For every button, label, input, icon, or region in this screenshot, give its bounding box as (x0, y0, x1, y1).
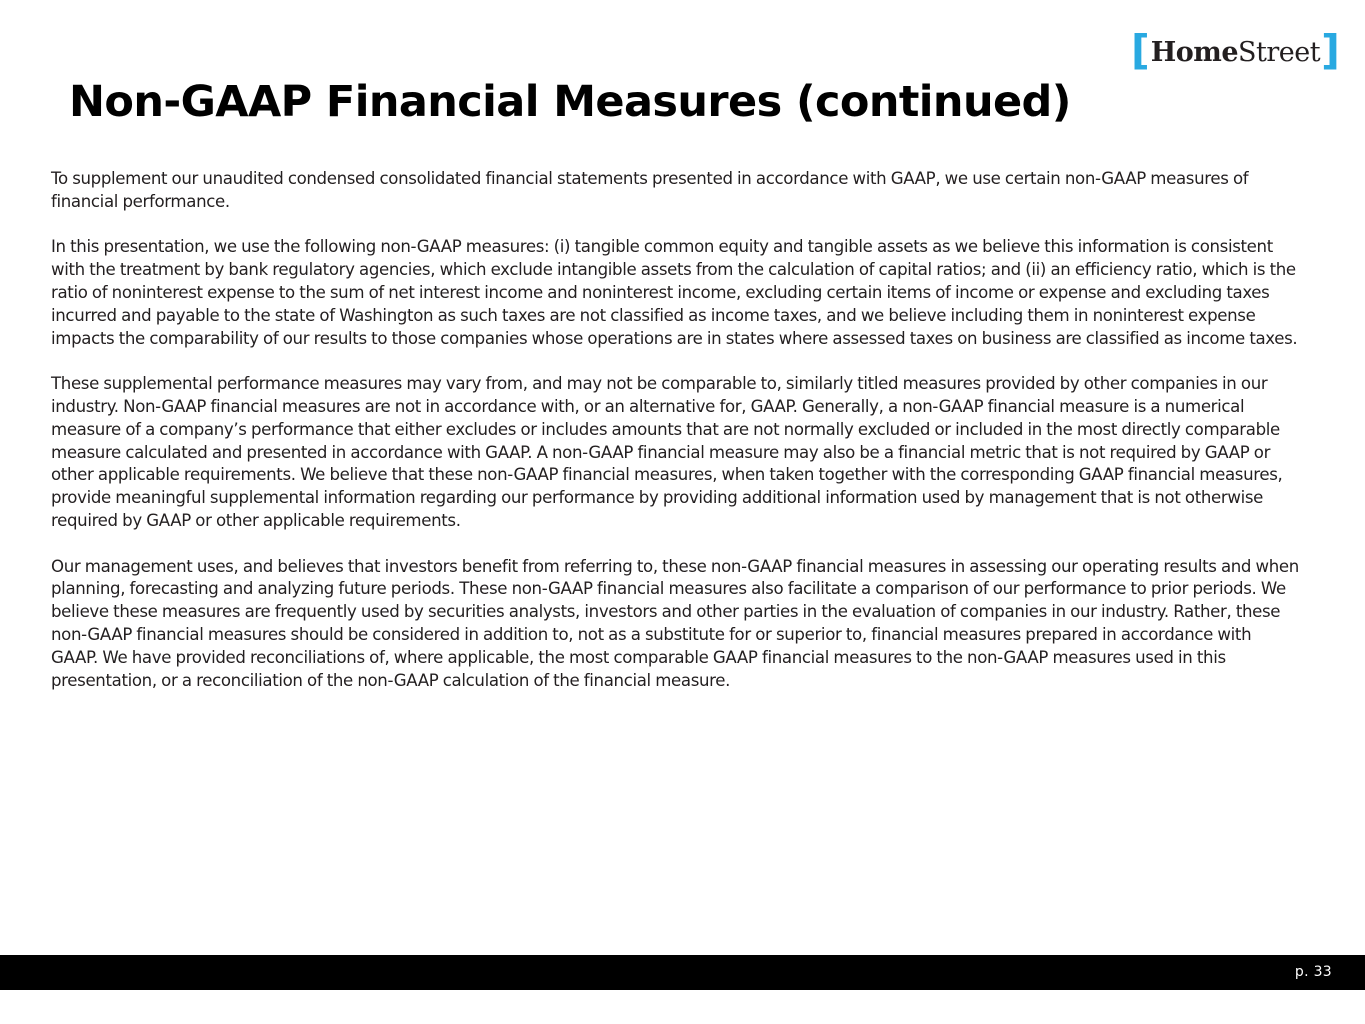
logo-brand-light: Street (1238, 36, 1321, 68)
paragraph-management-use: Our management uses, and believes that investors benefit from referring to, these non-GAAP financial measures in assessing our operating results and when planning, forecasting and analyzing future periods. These non-GAAP financial measures also facilitate a comparison of our performance to prior periods. We believe these measures are frequently used by securities analysts, investors and other parties in the evaluation of companies in our industry. Rather, these non-GAAP financial measures should be considered in addition to, not as a substitute for or superior to, financial measures prepared in accordance with GAAP. We have provided reconciliations of, where applicable, the most comparable GAAP financial measures to the non-GAAP measures used in this presentation, or a reconciliation of the non-GAAP calculation of the financial measure. (51, 556, 1299, 690)
page-title: Non-GAAP Financial Measures (continued) (69, 77, 1071, 127)
footer-bar (0, 955, 1365, 990)
logo-wordmark (1150, 37, 1321, 68)
body-text (51, 168, 1301, 715)
logo-brand-bold: Home (1150, 36, 1239, 68)
paragraph-measures-used: In this presentation, we use the following non-GAAP measures: (i) tangible common equity and tangible assets as we believe this information is consistent with the treatment by bank regulatory agencies, which exclude intangible assets from the calculation of capital ratios; and (ii) an efficiency ratio, which is the ratio of noninterest expense to the sum of net interest income and noninterest income, excluding certain items of income or expense and excluding taxes incurred and payable to the state of Washington as such taxes are not classified as income taxes, and we believe including them in noninterest expense impacts the comparability of our results to those companies whose operations are in states where assessed taxes on business are classified as income taxes. (51, 237, 1298, 348)
logo-left-bracket: [ (1131, 25, 1150, 74)
paragraph-supplemental-measures: These supplemental performance measures may vary from, and may not be comparable to, similarly titled measures provided by other companies in our industry. Non-GAAP financial measures are not in accordance with, or an alternative for, GAAP. Generally, a non-GAAP financial measure is a numerical measure of a company’s performance that either excludes or includes amounts that are not normally excluded or included in the most directly comparable measure calculated and presented in accordance with GAAP. A non-GAAP financial measure may also be a financial metric that is not required by GAAP or other applicable requirements. We believe that these non-GAAP financial measures, when taken together with the corresponding GAAP financial measures, provide meaningful supplemental information regarding our performance by providing additional information used by management that is not otherwise required by GAAP or other applicable requirements. (51, 374, 1283, 530)
logo-right-bracket: ] (1321, 25, 1340, 74)
page-number: p. 33 (1294, 964, 1332, 980)
homestreet-logo (1131, 25, 1340, 74)
paragraph-intro: To supplement our unaudited condensed consolidated financial statements presented in accordance with GAAP, we use certain non-GAAP measures of financial performance. (51, 169, 1249, 211)
